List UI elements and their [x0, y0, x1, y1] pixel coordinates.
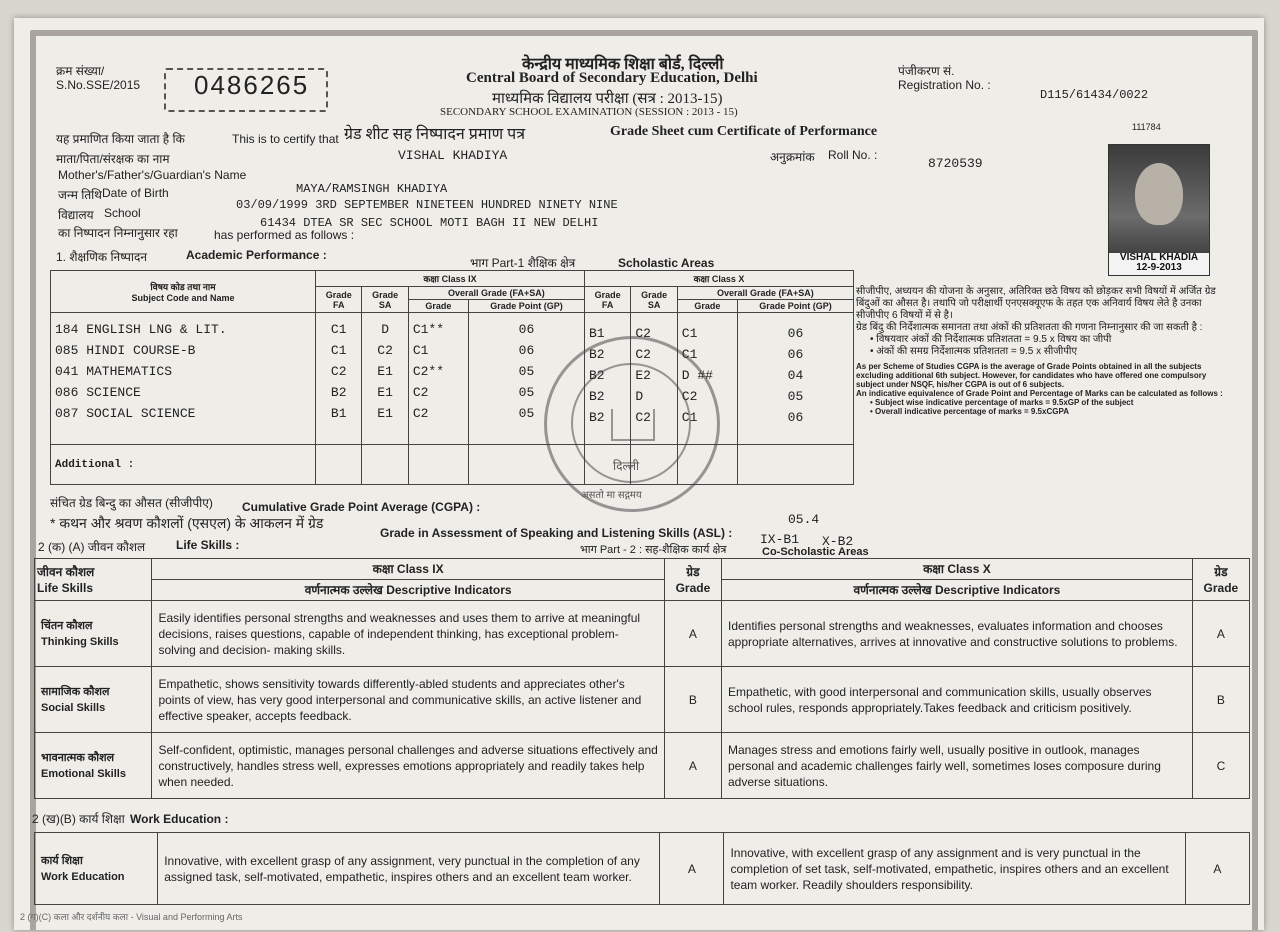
fa-ix-values: C1 C1 C2 B2 B1	[316, 313, 362, 445]
sa-x-values: C2 C2 E2 D C2	[631, 313, 677, 445]
photo-caption-box	[1109, 253, 1209, 275]
skill-desc-ix: Empathetic, shows sensitivity towards differently-abled students and appreciates other's points of view, has very good interpersonal and communicative skills, an active listener and effective speaker, accepts feedback.	[152, 667, 664, 733]
gp-x-values: 06 06 04 05 06	[737, 313, 853, 445]
ls-grade-ix-header: ग्रेड Grade	[664, 559, 721, 601]
serial-label-hindi: क्रम संख्या/	[56, 64, 105, 78]
date-of-birth: 03/09/1999 3RD SEPTEMBER NINETEEN HUNDRED NINETY NINE	[236, 198, 618, 212]
grade-x-values: C1 C1 D ## C2 C1	[677, 313, 737, 445]
note-english-bullet-2: • Overall indicative percentage of marks = 9.5xCGPA	[870, 407, 1069, 416]
ls-class-x-header: कक्षा Class X	[721, 559, 1192, 580]
document-code: 111784	[1132, 122, 1161, 132]
sa-ix-header: Grade SA	[362, 287, 408, 313]
grade-ix-header: Grade	[408, 300, 468, 313]
seal-city: दिल्ली	[613, 459, 640, 473]
fa-x-values: B1 B2 B2 B2 B2	[584, 313, 630, 445]
seal-inner-ring	[571, 363, 691, 483]
asl-label-hindi: * कथन और श्रवण कौशलों (एसएल) के आकलन में ग्रेड	[50, 515, 324, 531]
additional-label: Additional :	[51, 445, 316, 485]
fa-x-header: Grade FA	[584, 287, 630, 313]
skill-grade-x: C	[1192, 733, 1249, 799]
subject-name: 087 SOCIAL SCIENCE	[55, 406, 196, 421]
roll-label-hindi: अनुक्रमांक	[770, 150, 815, 164]
grade-ix-values: C1** C1 C2** C2 C2	[408, 313, 468, 445]
skill-grade-ix: A	[664, 601, 721, 667]
overall-x-header: Overall Grade (FA+SA)	[677, 287, 853, 300]
subject-name: 041 MATHEMATICS	[55, 364, 173, 379]
dob-label: Date of Birth	[102, 186, 169, 200]
skill-desc-ix: Easily identifies personal strengths and weaknesses and uses them to arrive at meaningful decisions, raises questions, capable of independent thinking, has exceptional problem- solving and decision- making skills.	[152, 601, 664, 667]
certify-text: This is to certify that	[232, 132, 339, 146]
parent-name: MAYA/RAMSINGH KHADIYA	[296, 182, 448, 196]
cgpa-notes	[856, 286, 1236, 416]
academic-heading-hindi: 1. शैक्षणिक निष्पादन	[56, 250, 148, 264]
class-x-header: कक्षा Class X	[584, 271, 853, 287]
note-hindi-1: सीजीपीए, अध्ययन की योजना के अनुसार, अतिरिक्त छठे विषय को छोड़कर सभी विषयों में अर्जित ग्रेड बिंदुओं का औसत है। तथापि जो परीक्षार्थी एनएसक्यूएफ के तहत एक अनिवार्य विषय लेते है उनका सीजीपीए 6 विषयों में से है।	[856, 286, 1216, 321]
seal-book-icon	[611, 409, 655, 441]
work-desc-ix: Innovative, with excellent grasp of any assignment, very punctual in the completion of any assigned task, self-motivated, empathetic, inspires others and an excellent team worker.	[158, 833, 660, 905]
photo-caption: VISHAL KHADIA	[1119, 252, 1199, 263]
board-title-hindi: केन्द्रीय माध्यमिक शिक्षा बोर्ड, दिल्ली	[522, 56, 724, 73]
school-label-hindi: विद्यालय	[58, 208, 94, 222]
skill-label: सामाजिक कौशल Social Skills	[35, 667, 152, 733]
ls-desc-x-header: वर्णनात्मक उल्लेख Descriptive Indicators	[721, 580, 1192, 601]
skill-desc-ix: Self-confident, optimistic, manages personal challenges and adverse situations effectively and constructively, handles stress well, expresses emotions appropriately and readily takes help when needed.	[152, 733, 664, 799]
skill-label: भावनात्मक कौशल Emotional Skills	[35, 733, 152, 799]
subject-name: 184 ENGLISH LNG & LIT.	[55, 322, 227, 337]
co-scholastic-part-hindi: भाग Part - 2 : सह-शैक्षिक कार्य क्षेत्र	[580, 544, 727, 556]
co-scholastic-part: Co-Scholastic Areas	[762, 546, 869, 558]
serial-number: 0486265	[194, 70, 310, 100]
skill-grade-ix: A	[664, 733, 721, 799]
sa-ix-values: D C2 E1 E1 E1	[362, 313, 408, 445]
skill-grade-x: A	[1192, 601, 1249, 667]
asl-label: Grade in Assessment of Speaking and Listening Skills (ASL) :	[380, 526, 733, 540]
life-skills-heading-hindi: 2 (क) (A) जीवन कौशल	[38, 540, 146, 554]
note-english-1: As per Scheme of Studies CGPA is the average of Grade Points obtained in all the subjects excluding additional 6th subject. However, for candidates who have offered one compulsory subject under NSQF, his/her CGPA is out of 6 subjects.	[856, 362, 1207, 389]
parent-label-hindi: माता/पिता/संरक्षक का नाम	[56, 152, 170, 166]
registration-number: D115/61434/0022	[1040, 88, 1149, 102]
registration-label: Registration No. :	[898, 78, 991, 92]
board-title: Central Board of Secondary Education, Delhi	[466, 70, 758, 86]
table-row	[35, 833, 1250, 905]
scholastic-part: Scholastic Areas	[618, 256, 715, 270]
grade-sheet-title-hindi: ग्रेड शीट सह निष्पादन प्रमाण पत्र	[344, 126, 526, 143]
note-hindi-bullet-1: • विषयवार अंकों की निर्देशात्मक प्रतिशतता = 9.5 x विषय का जीपी	[870, 334, 1112, 345]
exam-title-hindi: माध्यमिक विद्यालय परीक्षा (सत्र : 2013-15)	[492, 91, 723, 107]
scholastic-part-hindi: भाग Part-1 शैक्षिक क्षेत्र	[470, 256, 576, 270]
ls-grade-x-header: ग्रेड Grade	[1192, 559, 1249, 601]
table-row	[35, 733, 1250, 799]
work-education-heading: Work Education :	[130, 812, 229, 826]
table-row	[35, 601, 1250, 667]
life-skills-table	[34, 558, 1250, 799]
subject-names	[51, 313, 316, 445]
work-education-label: कार्य शिक्षा Work Education	[35, 833, 158, 905]
fa-ix-header: Grade FA	[316, 287, 362, 313]
skill-desc-x: Identifies personal strengths and weaknesses, evaluates information and chooses appropriate alternatives, arrives at innovative and constructive solutions to problems.	[721, 601, 1192, 667]
work-education-table	[34, 832, 1250, 905]
sa-x-header: Grade SA	[631, 287, 677, 313]
life-skills-heading: Life Skills :	[176, 538, 240, 552]
grade-sheet-title: Grade Sheet cum Certificate of Performance	[610, 124, 878, 139]
school-label: School	[104, 206, 141, 220]
certify-text-hindi: यह प्रमाणित किया जाता है कि	[56, 132, 185, 146]
note-hindi-bullet-2: • अंकों की समग्र निर्देशात्मक प्रतिशतता = 9.5 x सीजीपीए	[870, 346, 1078, 357]
work-education-heading-hindi: 2 (ख)(B) कार्य शिक्षा	[32, 812, 125, 826]
ls-desc-ix-header: वर्णनात्मक उल्लेख Descriptive Indicators	[152, 580, 664, 601]
performed-text-hindi: का निष्पादन निम्नानुसार रहा	[58, 226, 178, 240]
roll-label: Roll No. :	[828, 148, 878, 162]
next-section-heading: 2 (ग)(C) कला और दर्शनीय कला - Visual and Performing Arts	[20, 912, 243, 922]
work-grade-ix: A	[660, 833, 724, 905]
cgpa-value: 05.4	[788, 512, 820, 527]
seal-motto: असतो मा सद्गमय	[581, 490, 642, 501]
subject-column-header: विषय कोड तथा नाम Subject Code and Name	[51, 271, 316, 313]
note-english-2: An indicative equivalence of Grade Point and Percentage of Marks can be calculated as follows :	[856, 389, 1223, 398]
class-ix-header: कक्षा Class IX	[316, 271, 585, 287]
skill-desc-x: Manages stress and emotions fairly well, usually positive in outlook, manages personal and academic challenges fairly well, sometimes loses composure during adverse situations.	[721, 733, 1192, 799]
skill-grade-x: B	[1192, 667, 1249, 733]
asl-class-ix: IX-B1	[760, 532, 800, 547]
asl-class-x: X-B2	[822, 534, 854, 549]
student-name: VISHAL KHADIYA	[398, 148, 508, 163]
academic-heading: Academic Performance :	[186, 248, 327, 262]
cbse-seal	[544, 336, 720, 512]
subject-name: 085 HINDI COURSE-B	[55, 343, 196, 358]
subject-name: 086 SCIENCE	[55, 385, 141, 400]
school-name: 61434 DTEA SR SEC SCHOOL MOTI BAGH II NEW DELHI	[260, 216, 599, 230]
work-desc-x: Innovative, with excellent grasp of any assignment and is very punctual in the completion of set task, self-motivated, empathetic, inspires others and an excellent team worker. Readily shoulders responsibility.	[724, 833, 1185, 905]
table-row	[35, 667, 1250, 733]
student-photo	[1108, 144, 1210, 276]
parent-label: Mother's/Father's/Guardian's Name	[58, 168, 247, 182]
academic-table	[50, 270, 854, 485]
certificate-paper	[14, 18, 1264, 930]
performed-text: has performed as follows :	[214, 228, 355, 242]
serial-label: S.No.SSE/2015	[56, 78, 141, 92]
gp-ix-values: 06 06 05 05 05	[468, 313, 584, 445]
note-hindi-2: ग्रेड बिंदु की निर्देशात्मक समानता तथा अंकों की प्रतिशतता की गणना निम्नानुसार की जा सकती है :	[856, 322, 1203, 333]
cgpa-label-hindi: संचित ग्रेड बिन्दु का औसत (सीजीपीए)	[50, 496, 213, 510]
dob-label-hindi: जन्म तिथि	[58, 188, 102, 202]
gp-x-header: Grade Point (GP)	[737, 300, 853, 313]
skill-desc-x: Empathetic, with good interpersonal and communication skills, usually observes school rules, responds appropriately.Takes feedback and criticism positively.	[721, 667, 1192, 733]
exam-title: SECONDARY SCHOOL EXAMINATION (SESSION : 2013 - 15)	[440, 106, 738, 118]
photo-date: 12-9-2013	[1136, 262, 1182, 273]
roll-number: 8720539	[928, 156, 983, 171]
cgpa-label: Cumulative Grade Point Average (CGPA) :	[242, 500, 481, 514]
overall-ix-header: Overall Grade (FA+SA)	[408, 287, 584, 300]
work-grade-x: A	[1185, 833, 1249, 905]
skill-label: चिंतन कौशल Thinking Skills	[35, 601, 152, 667]
note-english-bullet-1: • Subject wise indicative percentage of marks = 9.5xGP of the subject	[870, 398, 1134, 407]
ls-class-ix-header: कक्षा Class IX	[152, 559, 664, 580]
photo-face	[1135, 163, 1183, 225]
skill-grade-ix: B	[664, 667, 721, 733]
gp-ix-header: Grade Point (GP)	[468, 300, 584, 313]
grade-x-header: Grade	[677, 300, 737, 313]
registration-label-hindi: पंजीकरण सं.	[898, 64, 955, 78]
life-skills-column-header: जीवन कौशल Life Skills	[35, 559, 152, 601]
